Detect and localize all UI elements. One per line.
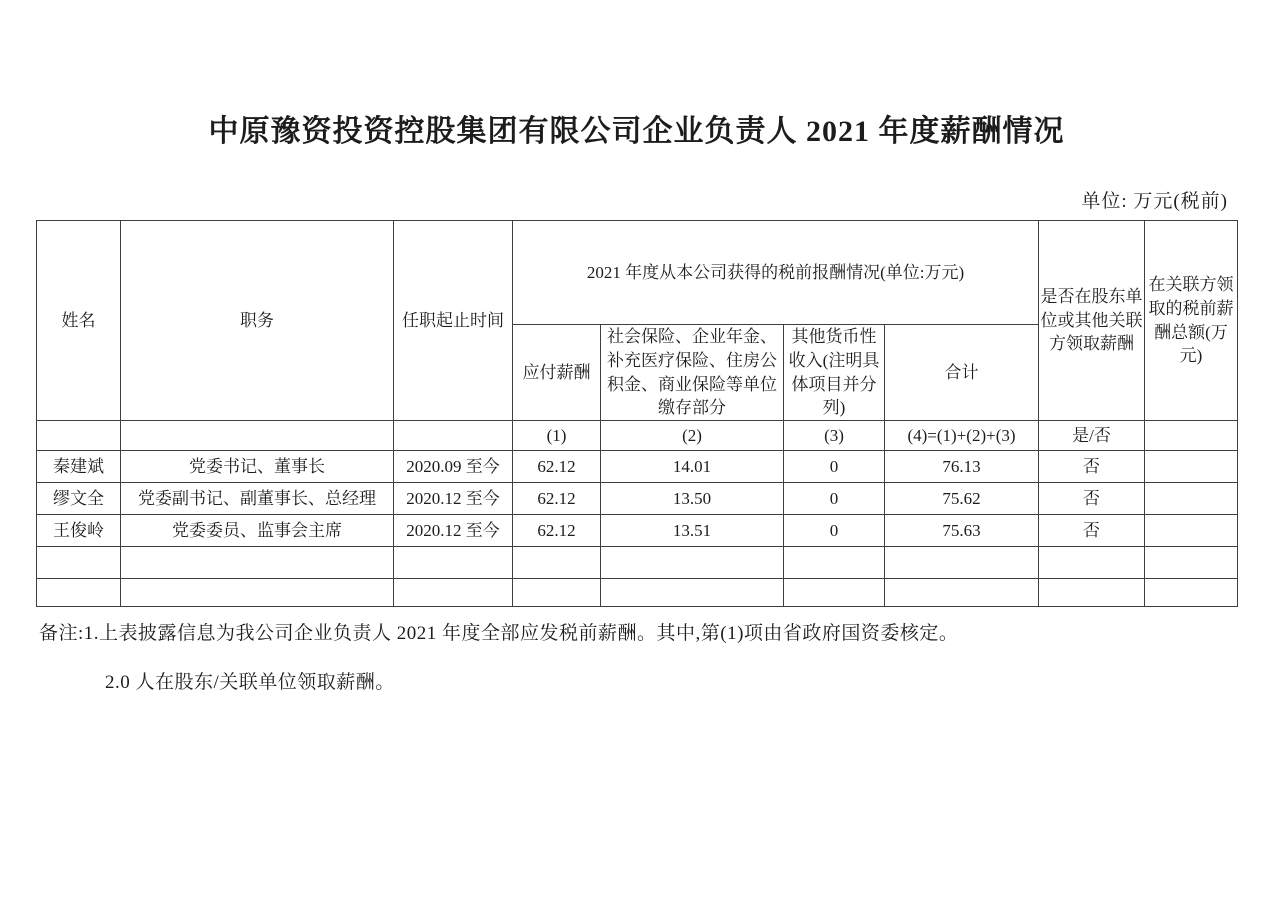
col-header-tenure: 任职起止时间 [394,221,513,421]
cell-social: 13.51 [601,515,784,547]
numbering-row [37,421,1238,451]
numbering-total: (4)=(1)+(2)+(3) [885,421,1039,451]
cell-position: 党委副书记、副董事长、总经理 [121,483,394,515]
numbering-other: (3) [784,421,885,451]
cell-social: 14.01 [601,451,784,483]
cell-shareholder: 否 [1039,451,1145,483]
table-row [37,451,1238,483]
cell-social: 13.50 [601,483,784,515]
numbering-payable: (1) [513,421,601,451]
cell-total: 76.13 [885,451,1039,483]
cell-name: 缪文全 [37,483,121,515]
cell-payable: 62.12 [513,515,601,547]
numbering-related-empty [1145,421,1238,451]
cell-related-total [1145,515,1238,547]
cell-position: 党委书记、董事长 [121,451,394,483]
footnote-1: 备注:1.上表披露信息为我公司企业负责人 2021 年度全部应发税前薪酬。其中,第(1)项由省政府国资委核定。 [39,623,959,644]
cell-payable: 62.12 [513,483,601,515]
col-header-shareholder-pay: 是否在股东单位或其他关联方领取薪酬 [1039,221,1145,421]
page-title: 中原豫资投资控股集团有限公司企业负责人 2021 年度薪酬情况 [208,115,1065,148]
numbering-name-empty [37,421,121,451]
cell-related-total [1145,451,1238,483]
empty-row [37,547,1238,579]
cell-tenure: 2020.12 至今 [394,515,513,547]
cell-other: 0 [784,451,885,483]
footnotes [39,618,958,694]
numbering-shareholder: 是/否 [1039,421,1145,451]
col-header-payable: 应付薪酬 [513,325,601,421]
col-header-name: 姓名 [37,221,121,421]
col-header-position: 职务 [121,221,394,421]
numbering-social: (2) [601,421,784,451]
cell-tenure: 2020.09 至今 [394,451,513,483]
cell-total: 75.63 [885,515,1039,547]
numbering-position-empty [121,421,394,451]
footnote-2: 2.0 人在股东/关联单位领取薪酬。 [105,672,395,693]
cell-related-total [1145,483,1238,515]
col-header-total: 合计 [885,325,1039,421]
cell-shareholder: 否 [1039,483,1145,515]
cell-other: 0 [784,483,885,515]
empty-row [37,579,1238,607]
cell-payable: 62.12 [513,451,601,483]
cell-other: 0 [784,515,885,547]
cell-shareholder: 否 [1039,515,1145,547]
cell-position: 党委委员、监事会主席 [121,515,394,547]
col-header-other-income: 其他货币性收入(注明具体项目并分列) [784,325,885,421]
salary-table [36,220,1238,607]
unit-note: 单位: 万元(税前) [1081,191,1228,212]
col-header-related-total: 在关联方领取的税前薪酬总额(万元) [1145,221,1238,421]
cell-name: 秦建斌 [37,451,121,483]
table-row [37,483,1238,515]
col-header-social-insurance: 社会保险、企业年金、补充医疗保险、住房公积金、商业保险等单位缴存部分 [601,325,784,421]
cell-name: 王俊岭 [37,515,121,547]
table-row [37,515,1238,547]
table-header-row-1 [37,221,1238,325]
numbering-tenure-empty [394,421,513,451]
cell-total: 75.62 [885,483,1039,515]
cell-tenure: 2020.12 至今 [394,483,513,515]
col-header-compensation-group: 2021 年度从本公司获得的税前报酬情况(单位:万元) [513,221,1039,325]
